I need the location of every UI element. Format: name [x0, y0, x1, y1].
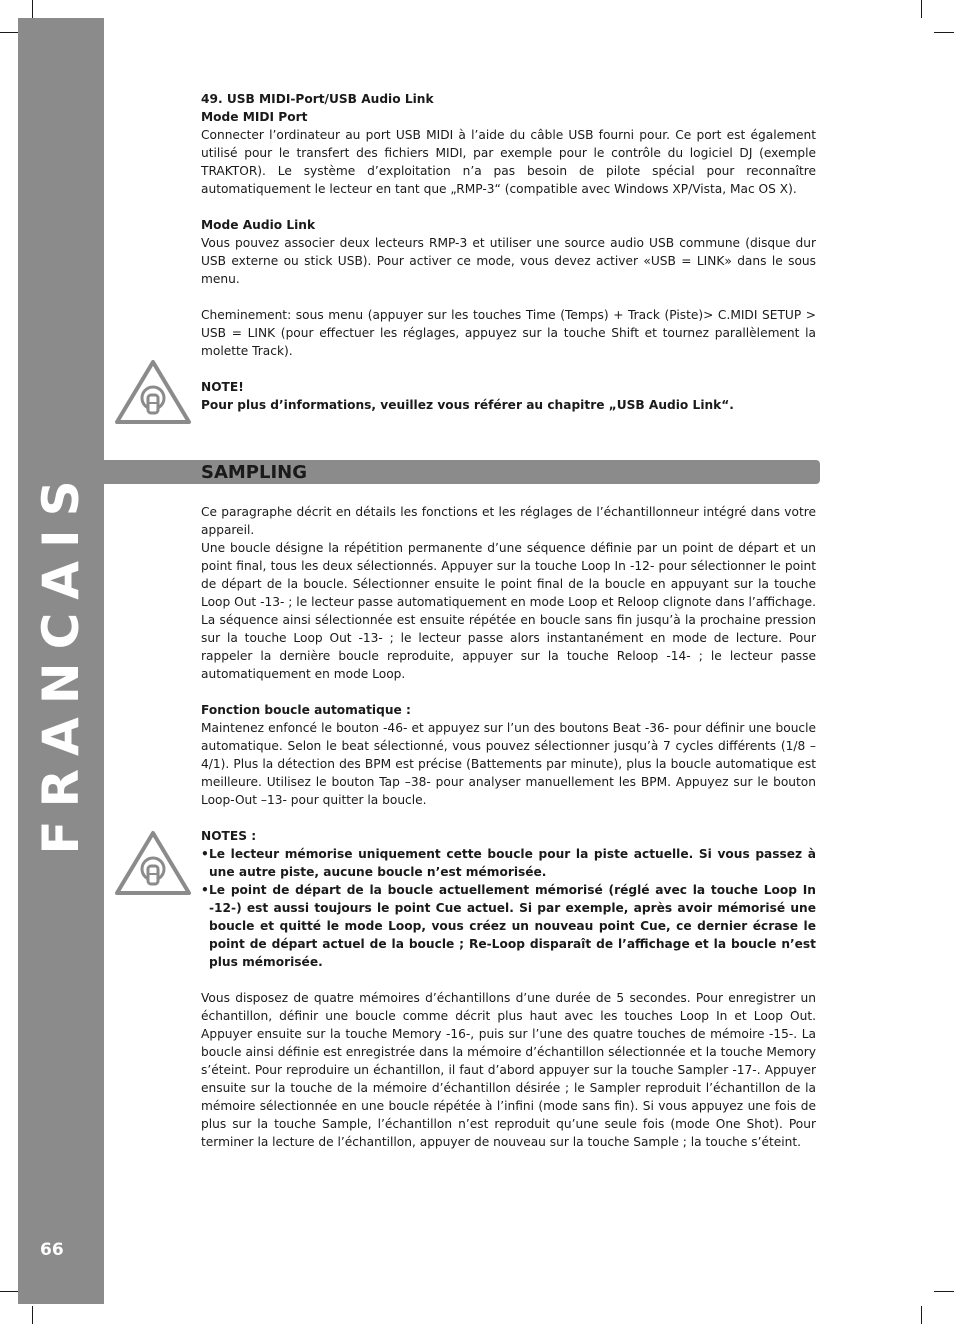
mode-midi-text: Connecter l’ordinateur au port USB MIDI à l’aide du câble USB fourni pour. Ce port est également utilisé pour le transfert des fichiers MIDI, par exemple pour le contrôle du logiciel DJ (exemple TRAKTOR). Le système d’exploitation n’a pas besoin de pilote spécial pour reconnaître automatiquement le lecteur en tant que „RMP-3“ (compatible avec Windows XP/Vista, Mac OS X).	[201, 128, 816, 196]
memory-text: Vous disposez de quatre mémoires d’échantillons d’une durée de 5 secondes. Pour enregistrer un échantillon, définir une boucle comme décrit plus haut avec les touches Loop In et Loop Out. Appuyer ensuite sur la touche Memory -16-, puis sur l’une des quatre touches de mémoire -15-. La boucle ainsi définie est enregistrée dans la mémoire d’échantillon sélectionnée et la touche Memory s’éteint. Pour reproduire un échantillon, il faut d’abord appuyer sur la touche Sampler -17-. Appuyer ensuite sur la touche de la mémoire d’échantillon désirée ; le Sampler reproduit l’échantillon de la mémoire sélectionnée en une boucle répétée à l’infini (mode sans fin). Si vous appuyez une fois de plus sur la touche Sample, l’échantillon n’est reproduit qu’une seule fois (mode One Shot). Pour terminer la lecture de l’échantillon, appuyer de nouveau sur la touche Sample ; la touche s’éteint.	[201, 991, 816, 1149]
auto-loop-text: Maintenez enfoncé le bouton -46- et appuyez sur l’un des boutons Beat -36- pour définir une boucle automatique. Selon le beat sélectionné, vous pouvez sélectionner jusqu’à 7 cycles différents (1/8 – 4/1). Plus la détection des BPM est précise (Battements par minute), plus la boucle automatique est meilleure. Utilisez le bouton Tap –38- pour analyser manuellement les BPM. Appuyez sur le bouton Loop-Out –13- pour quitter la boucle.	[201, 721, 816, 807]
list-item: • Le lecteur mémorise uniquement cette boucle pour la piste actuelle. Si vous passez à une autre piste, aucune boucle n’est mémorisée.	[201, 845, 816, 881]
notes-title: NOTES :	[201, 829, 257, 843]
mode-audio-text: Vous pouvez associer deux lecteurs RMP-3 et utiliser une source audio USB commune (disque dur USB externe ou stick USB). Pour activer ce mode, vous devez activer «USB = LINK» dans le sous menu.	[201, 236, 816, 286]
path-text: Cheminement: sous menu (appuyer sur les touches Time (Temps) + Track (Piste)> C.MIDI SETUP > USB = LINK (pour effectuer les réglages, appuyez sur la touche Shift et tournez parallèlement la molette Track).	[201, 308, 816, 358]
language-label: FRANCAIS	[32, 467, 90, 855]
crop-mark	[934, 1291, 954, 1292]
usb-section	[201, 90, 816, 414]
crop-mark	[921, 1306, 922, 1324]
section-title: SAMPLING	[201, 462, 308, 483]
usb-heading: 49. USB MIDI-Port/USB Audio Link	[201, 92, 434, 106]
page-number: 66	[40, 1240, 64, 1260]
mode-midi-title: Mode MIDI Port	[201, 110, 308, 124]
notes-list	[201, 845, 816, 971]
mode-audio-title: Mode Audio Link	[201, 218, 316, 232]
sampling-section	[201, 503, 816, 1151]
crop-mark	[32, 0, 33, 18]
crop-mark	[934, 32, 954, 33]
list-item: • Le point de départ de la boucle actuellement mémorisé (réglé avec la touche Loop In -12-) est aussi toujours le point Cue actuel. Si par exemple, après avoir mémorisé une boucle et quitté le mode Loop, vous créez un nouveau point Cue, ce dernier écrase le point de départ actuel de la boucle ; Re-Loop disparaît de l’affichage et la boucle n’est plus mémorisée.	[201, 881, 816, 971]
crop-mark	[0, 32, 18, 33]
loop-text: Une boucle désigne la répétition permanente d’une séquence définie par un point de départ et un point final, tous les deux sélectionnés. Appuyer sur la touche Loop In -12- pour sélectionner le point de départ de la boucle. Sélectionner ensuite le point final de la boucle en appuyant sur la touche Loop Out -13- ; le lecteur passe automatiquement en mode Loop et Reloop clignote dans l’affichage. La séquence ainsi sélectionnée est ensuite répétée en boucle sans fin jusqu’à la prochaine pression sur la touche Loop Out -13- ; le lecteur passe alors instantanément en mode de lecture. Pour rappeler la dernière boucle reproduite, appuyer sur la touche Reloop -14- ; le lecteur passe automatiquement en mode Loop.	[201, 541, 816, 681]
note-title: NOTE!	[201, 380, 244, 394]
sampling-intro: Ce paragraphe décrit en détails les fonctions et les réglages de l’échantillonneur intégré dans votre appareil.	[201, 505, 816, 537]
warning-lamp-icon	[114, 358, 192, 426]
crop-mark	[921, 0, 922, 18]
crop-mark	[0, 1291, 18, 1292]
note-text: Pour plus d’informations, veuillez vous référer au chapitre „USB Audio Link“.	[201, 398, 734, 412]
warning-lamp-icon	[114, 829, 192, 897]
auto-loop-title: Fonction boucle automatique :	[201, 703, 411, 717]
crop-mark	[32, 1306, 33, 1324]
